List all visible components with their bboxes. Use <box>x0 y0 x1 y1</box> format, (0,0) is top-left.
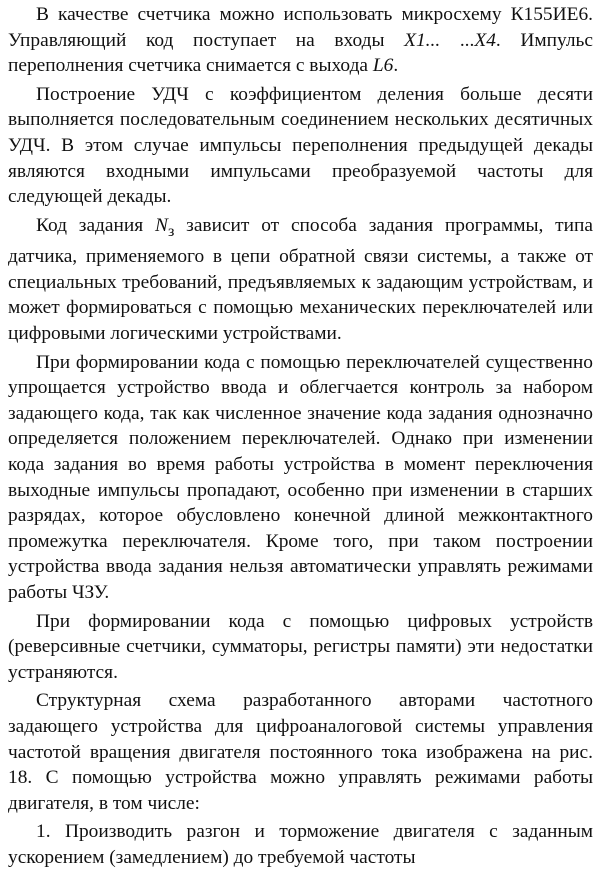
input-label-x1: X1... <box>404 29 441 51</box>
symbol-n: N <box>155 214 168 236</box>
text-run: ... <box>440 29 475 51</box>
paragraph-structure-scheme: Структурная схема разработанного авторами частотного задающего устройства для цифроаналоговой системы управления частотой вращения двигателя постоянного тока изображена на рис. 18. С помощью устройства можно управлять режимами работы двигателя, в том числе: <box>8 690 593 814</box>
text-run: . <box>393 55 399 77</box>
text-run: Код задания <box>36 214 156 236</box>
symbol-subscript: з <box>167 222 175 240</box>
text-run: В качестве счетчика можно использовать микросхему К155ИЕ6. Управляющий код поступает на входы <box>8 4 593 51</box>
paragraph-digital-devices: При формировании кода с помощью цифровых устройств (реверсивные счетчики, сумматоры, регистры памяти) эти недостатки устраняются. <box>8 610 593 683</box>
paragraph-switches: При формировании кода с помощью переключателей существенно упрощается устройство ввода и облегчается контроль за набором задающего кода, так как численное значение кода задания однозначно определяется положением переключателей. Однако при изменении кода задания во время работы устройства в момент переключения выходные импульсы пропадают, особенно при изменении в старших разрядах, которое обусловлено конечной длиной межконтактного промежутка переключателя. Кроме того, при таком построении устройства ввода задания нельзя автоматически управлять режимами работы ЧЗУ. <box>8 351 593 603</box>
output-label-l6: L6 <box>372 55 394 77</box>
text-run: . Импульс переполнения счетчика снимается с выхода <box>8 29 593 77</box>
paragraph-counter-chip <box>8 2 593 79</box>
input-label-x4: X4 <box>474 29 496 51</box>
paragraph-udch-construction: Построение УДЧ с коэффициентом деления больше десяти выполняется последовательным соединением нескольких десятичных УДЧ. В этом случае импульсы переполнения предыдущей декады являются входными импульсами преобразуемой частоты для следующей декады. <box>8 83 593 208</box>
text-run: зависит от способа задания программы, типа датчика, применяемого в цепи обратной связи системы, а также от специальных требований, предъявляемых к задающим устройствам, и может формироваться с помощью механических переключателей или цифровыми логическими устройствами. <box>8 214 593 344</box>
document-page <box>8 2 593 873</box>
paragraph-list-item-1: 1. Производить разгон и торможение двигателя с заданным ускорением (замедлением) до требуемой частоты <box>8 821 593 868</box>
paragraph-code-setting <box>8 213 593 347</box>
